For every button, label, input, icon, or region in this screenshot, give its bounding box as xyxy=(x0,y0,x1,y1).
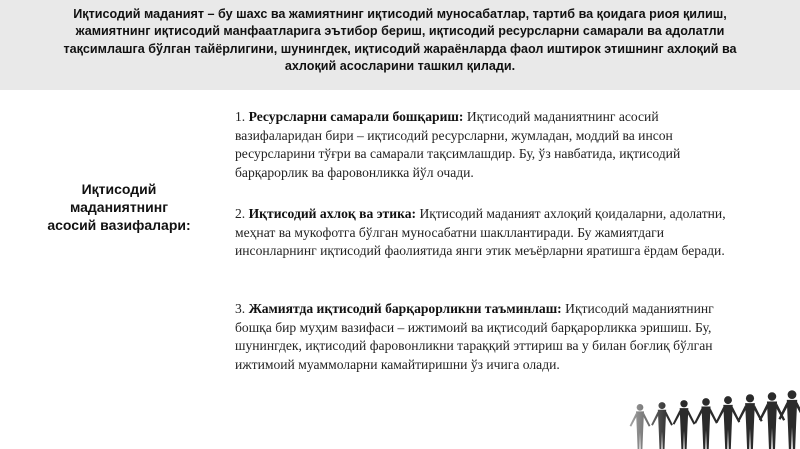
list-item xyxy=(235,108,745,182)
business-people-silhouettes-icon xyxy=(600,379,800,449)
item-text: Иқтисодий маданиятнинг асосий вазифаларидан бири – иқтисодий ресурсларни, жумладан, моддий ва инсон ресурсларини тўғри ва самарали тақсимлашдир. Бу, ўз навбатида, иқтисодий барқарорлик ва фаровонликка йўл очади. xyxy=(235,109,681,180)
item-number: 3. xyxy=(235,301,246,316)
item-title: Ресурсларни самарали бошқариш: xyxy=(248,109,464,124)
side-title: Иқтисодий маданиятнинг асосий вазифалари: xyxy=(47,181,191,233)
item-text: Иқтисодий маданият ахлоқий қоидаларни, адолатни, меҳнат ва мукофотга бўлган муносабатни шакллантиради. Бу жамиятдаги инсонларнинг иқтисодий фаолиятида янги этик меъёрларни яратишга ёрдам беради. xyxy=(235,206,726,259)
item-text: Иқтисодий маданиятнинг бошқа бир муҳим вазифаси – ижтимоий ва иқтисодий барқарорликка эришиш. Бу, шунингдек, иқтисодий фаровонликни тараққий эттириш ва у билан боғлиқ бўлган ижтимоий муаммоларни камайтиришни ўз ичига олади. xyxy=(235,301,714,372)
item-title: Жамиятда иқтисодий барқарорликни таъминлаш: xyxy=(248,301,562,316)
item-number: 1. xyxy=(235,109,246,124)
list-item xyxy=(235,300,745,374)
header-text: Иқтисодий маданият – бу шахс ва жамиятнинг иқтисодий муносабатлар, тартиб ва қоидага риоя қилиш, жамиятнинг иқтисодий манфаатларига эътибор бериш, иқтисодий ресурсларни самарали ва адолатли тақсимлашга бўлган тайёрлигини, шунингдек, иқтисодий жараёнларда фаол иштирок этишнинг ахлоқий ва ахлоқий асосларини ташкил қилади. xyxy=(63,7,737,74)
header-banner xyxy=(0,0,800,90)
item-title: Иқтисодий ахлоқ ва этика: xyxy=(248,206,417,221)
item-number: 2. xyxy=(235,206,246,221)
list-item xyxy=(235,205,745,261)
